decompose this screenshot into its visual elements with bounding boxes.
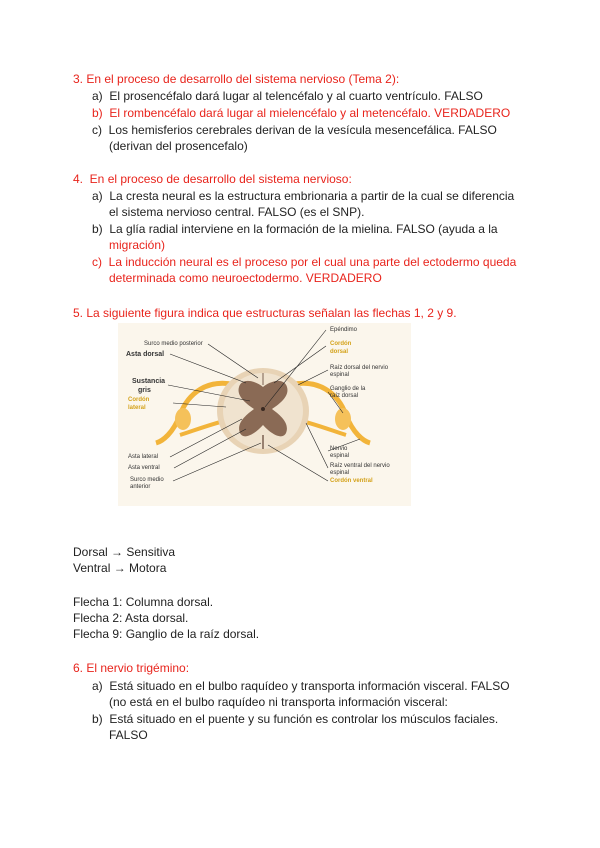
label-surco-anterior: Surco medio (130, 477, 164, 483)
flecha-2-answer: Flecha 2: Asta dorsal. (73, 611, 189, 625)
q4-option-a: a) La cresta neural es la estructura embrionaria a partir de la cual se diferencia (92, 189, 515, 203)
label-cordon-lateral-2: lateral (128, 405, 146, 411)
label-asta-lateral: Asta lateral (128, 454, 159, 460)
q3-title: 3. En el proceso de desarrollo del sistema nervioso (Tema 2): (73, 72, 400, 86)
label-raiz-dorsal: Raíz dorsal del nervio (330, 365, 389, 371)
flecha-9-answer: Flecha 9: Ganglio de la raíz dorsal. (73, 627, 260, 641)
q4-option-c-cont: determinada como neuroectodermo. VERDADERO (109, 271, 382, 285)
label-raiz-ventral: Raíz ventral del nervio (330, 463, 390, 469)
central-canal (261, 407, 265, 411)
right-dorsal-ganglion (335, 408, 351, 430)
label-cordon-dorsal: Cordón (330, 341, 352, 347)
q6-option-b-cont: FALSO (109, 728, 148, 742)
leader-cordon-dorsal (274, 346, 326, 383)
label-nervio-espinal-2: espinal (330, 453, 350, 459)
left-dorsal-ganglion (175, 408, 191, 430)
q4-option-b-cont: migración) (109, 238, 166, 252)
q3-option-c: c) Los hemisferios cerebrales derivan de la vesícula mesencefálica. FALSO (92, 123, 497, 137)
q6-title: 6. El nervio trigémino: (73, 661, 190, 675)
q3-option-c-note: (derivan del prosencefalo) (109, 139, 248, 153)
label-surco-posterior: Surco medio posterior (144, 341, 203, 347)
q3-option-b: b) El rombencéfalo dará lugar al mielencéfalo y al metencéfalo. VERDADERO (92, 106, 511, 120)
leader-cordon-ventral (268, 445, 328, 481)
label-cordon-ventral: Cordón ventral (330, 478, 373, 484)
ventral-note: Ventral → Motora (73, 561, 167, 575)
label-asta-ventral: Asta ventral (128, 465, 160, 471)
q5-title: 5. La siguiente figura indica que estructuras señalan las flechas 1, 2 y 9. (73, 306, 457, 320)
label-nervio-espinal: Nervio (330, 446, 348, 452)
q3-option-a: a) El prosencéfalo dará lugar al telencéfalo y al cuarto ventrículo. FALSO (92, 89, 483, 103)
leader-asta-dorsal (170, 354, 246, 383)
label-sustancia-gris: Sustancia (132, 378, 166, 385)
q4-title: 4. En el proceso de desarrollo del sistema nervioso: (73, 172, 352, 186)
dorsal-note: Dorsal → Sensitiva (73, 545, 176, 559)
q6-option-a-cont: (no está en el bulbo raquídeo ni transporta información visceral: (109, 695, 448, 709)
q4-option-c: c) La inducción neural es el proceso por el cual una parte del ectodermo queda (92, 255, 517, 269)
label-asta-dorsal: Asta dorsal (126, 351, 165, 358)
label-ependimo: Epéndimo (330, 327, 358, 333)
label-raiz-ventral-2: espinal (330, 470, 350, 476)
label-cordon-lateral: Cordón (128, 397, 150, 403)
leader-surco-posterior (208, 344, 258, 378)
q4-option-a-cont: el sistema nervioso central. FALSO (es el SNP). (109, 205, 365, 219)
label-raiz-dorsal-2: espinal (330, 372, 350, 378)
spinal-cord-figure (118, 323, 411, 506)
label-ganglio-2: raíz dorsal (330, 393, 359, 399)
label-cordon-dorsal-2: dorsal (330, 349, 349, 355)
label-sustancia-gris-2: gris (138, 387, 151, 394)
q4-option-b: b) La glía radial interviene en la formación de la mielina. FALSO (ayuda a la (92, 222, 498, 236)
q6-option-b: b) Está situado en el puente y su función es controlar los músculos faciales. (92, 712, 499, 726)
label-surco-anterior-2: anterior (130, 484, 151, 490)
label-ganglio: Ganglio de la (330, 386, 366, 392)
flecha-1-answer: Flecha 1: Columna dorsal. (73, 595, 214, 609)
q6-option-a: a) Está situado en el bulbo raquídeo y transporta información visceral. FALSO (92, 679, 510, 693)
